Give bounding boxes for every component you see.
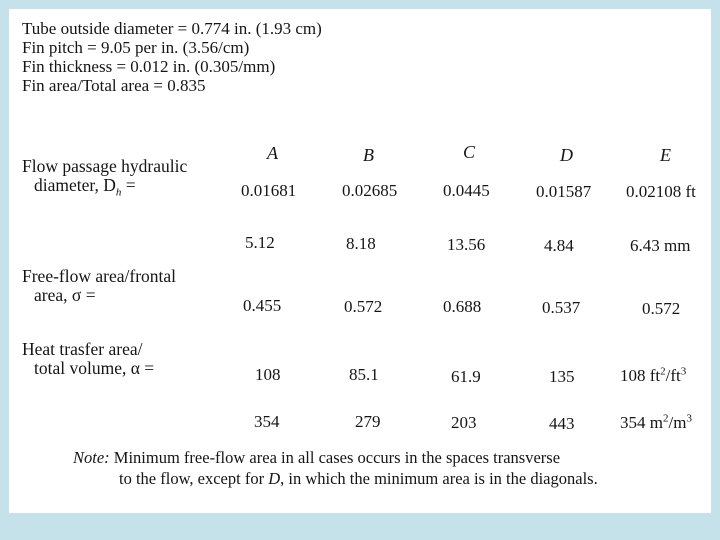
row-label-line: Free-flow area/frontal [22,266,177,286]
row-label-line: area, σ = [34,285,96,305]
note-line: to the flow, except for D, in which the minimum area is in the diagonals. [119,469,598,488]
cell-value: 0.0445 [443,181,490,200]
note-line: Note: Minimum free-flow area in all cases occurs in the spaces transverse [73,448,561,467]
cell-value-with-unit: 108 $ft^2/ft^3$ [620,365,687,385]
spec-line: Fin pitch = 9.05 per in. (3.56/cm) [22,38,250,57]
cell-value: 0.572 [642,299,681,318]
cell-value: 4.84 [544,236,574,255]
note-label: Note: [73,448,110,467]
column-header-c: C [463,142,476,162]
row-label-line: Heat trasfer area/ [22,339,143,359]
cell-value: 0.455 [243,296,282,315]
cell-value: 61.9 [451,367,481,386]
cell-value: 6.43 mm [630,236,691,255]
cell-value: 0.01681 [241,181,297,200]
cell-value: 8.18 [346,234,376,253]
row-label-heat-transfer-area [22,340,154,378]
spec-line: Fin area/Total area = 0.835 [22,76,206,95]
cell-value: 0.572 [344,297,383,316]
row-label-line: diameter, $D_h$ = [34,175,136,199]
spec-line: Fin thickness = 0.012 in. (0.305/mm) [22,57,276,76]
row-label-line: Flow passage hydraulic [22,156,188,176]
cell-value: 443 [549,414,575,433]
column-header-e: E [660,145,671,165]
cell-value: 85.1 [349,365,379,384]
table-note [73,447,598,489]
column-header-a: A [267,143,278,163]
cell-value: 0.01587 [536,182,592,201]
cell-value: 279 [355,412,381,431]
cell-value: 0.02685 [342,181,398,200]
cell-value: 0.537 [542,298,581,317]
cell-value: 108 [255,365,281,384]
column-header-b: B [363,145,374,165]
cell-value: 0.02108 ft [626,182,696,201]
column-header-d: D [560,145,573,165]
row-label-hydraulic-diameter [22,156,188,199]
row-label-line: total volume, α = [34,358,155,378]
cell-value: 135 [549,367,575,386]
row-label-free-flow-area [22,267,176,305]
geometry-table [9,9,711,513]
cell-value: 13.56 [447,235,486,254]
spec-line: Tube outside diameter = 0.774 in. (1.93 cm) [22,19,322,38]
cell-value: 0.688 [443,297,482,316]
cell-value-with-unit: 354 $m^2/m^3$ [620,412,692,432]
cell-value: 5.12 [245,233,275,252]
document-page [9,9,711,513]
cell-value: 203 [451,413,477,432]
cell-value: 354 [254,412,280,431]
